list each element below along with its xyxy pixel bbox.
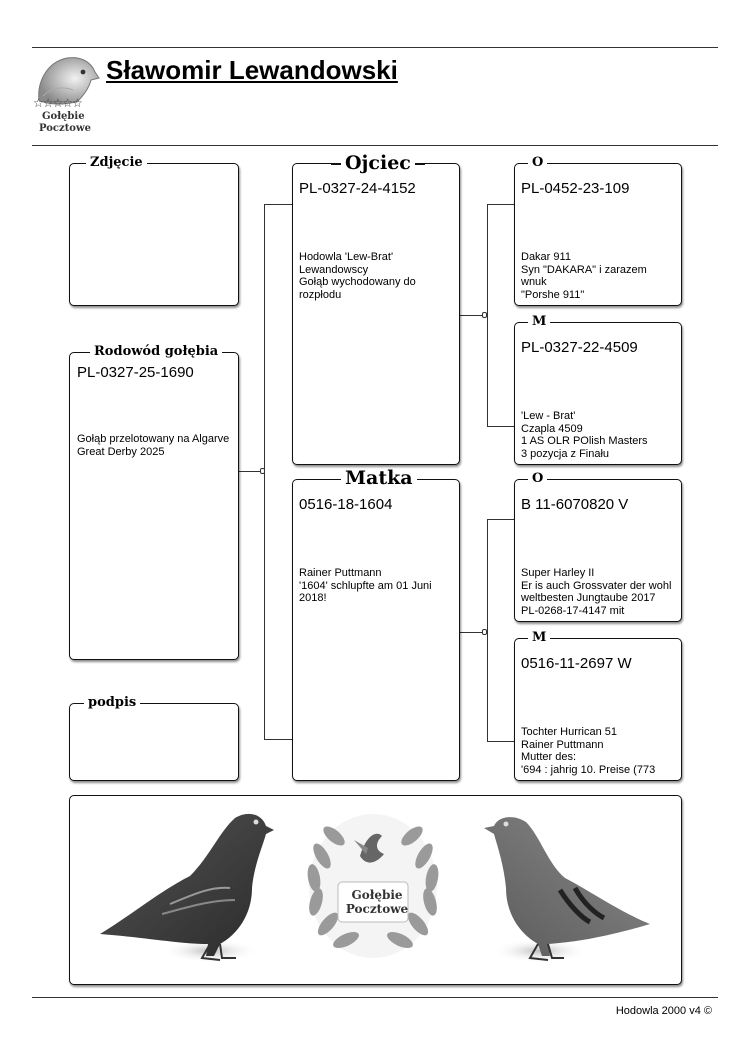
- photo-legend: Zdjęcie: [86, 156, 147, 169]
- father-box: [292, 163, 460, 465]
- header-logo-text-1: Gołębie: [42, 111, 85, 122]
- header-logo-stars: ☆☆☆☆☆: [33, 96, 82, 110]
- father-father-ring-number: PL-0452-23-109: [521, 180, 630, 197]
- mother-father-description: Super Harley II Er is auch Grossvater der wohl weltbesten Jungtaube 2017 PL-0268-17-4147 mit: [521, 567, 672, 617]
- mother-mother-ring-number: 0516-11-2697 W: [521, 655, 632, 672]
- father-legend: Ojciec: [341, 154, 415, 173]
- page-title: Sławomir Lewandowski: [106, 55, 398, 85]
- mother-box: [292, 479, 460, 781]
- mother-legend: Matka: [341, 469, 417, 488]
- header-rule: [32, 145, 718, 146]
- banner-logo-text-2: Pocztowe: [345, 902, 409, 916]
- father-father-legend: O: [528, 156, 547, 169]
- mother-ring-number: 0516-18-1604: [299, 496, 393, 513]
- father-description: Hodowla 'Lew-Brat' Lewandowscy Gołąb wychodowany do rozpłodu: [299, 251, 416, 301]
- mother-father-legend: O: [528, 472, 547, 485]
- signature-legend: podpis: [84, 696, 140, 709]
- header-logo: [33, 52, 101, 138]
- pigeon-box: [69, 352, 239, 660]
- signature-box: [69, 703, 239, 781]
- father-mother-ring-number: PL-0327-22-4509: [521, 339, 638, 356]
- mother-mother-legend: M: [528, 631, 550, 644]
- mother-description: Rainer Puttmann '1604' schlupfte am 01 Juni 2018!: [299, 567, 432, 604]
- mother-father-ring-number: B 11-6070820 V: [521, 496, 629, 513]
- father-father-description: Dakar 911 Syn "DAKARA" i zarazem wnuk "Porshe 911": [521, 251, 647, 301]
- father-mother-legend: M: [528, 315, 550, 328]
- header-logo-text-2: Pocztowe: [39, 123, 91, 134]
- top-rule: [32, 47, 718, 48]
- pigeon-legend: Rodowód gołębia: [90, 345, 222, 358]
- right-pigeon-image: [484, 817, 650, 963]
- footer-text: Hodowla 2000 v4 ©: [615, 1005, 712, 1017]
- wreath-logo: [306, 814, 441, 958]
- left-pigeon-image: [100, 814, 274, 963]
- footer-rule: [32, 997, 718, 998]
- photo-box: [69, 163, 239, 306]
- banner-box: [69, 795, 682, 985]
- banner-logo-text-1: Gołębie: [351, 888, 403, 902]
- mother-mother-description: Tochter Hurrican 51 Rainer Puttmann Mutter des: '694 : jahrig 10. Preise (773: [521, 726, 656, 776]
- father-ring-number: PL-0327-24-4152: [299, 180, 416, 197]
- pigeon-description: Gołąb przelotowany na Algarve Great Derby 2025: [77, 433, 230, 458]
- pigeon-ring-number: PL-0327-25-1690: [77, 364, 194, 381]
- father-mother-description: 'Lew - Brat' Czapla 4509 1 AS OLR POlish Masters 3 pozycja z Finału: [521, 410, 648, 460]
